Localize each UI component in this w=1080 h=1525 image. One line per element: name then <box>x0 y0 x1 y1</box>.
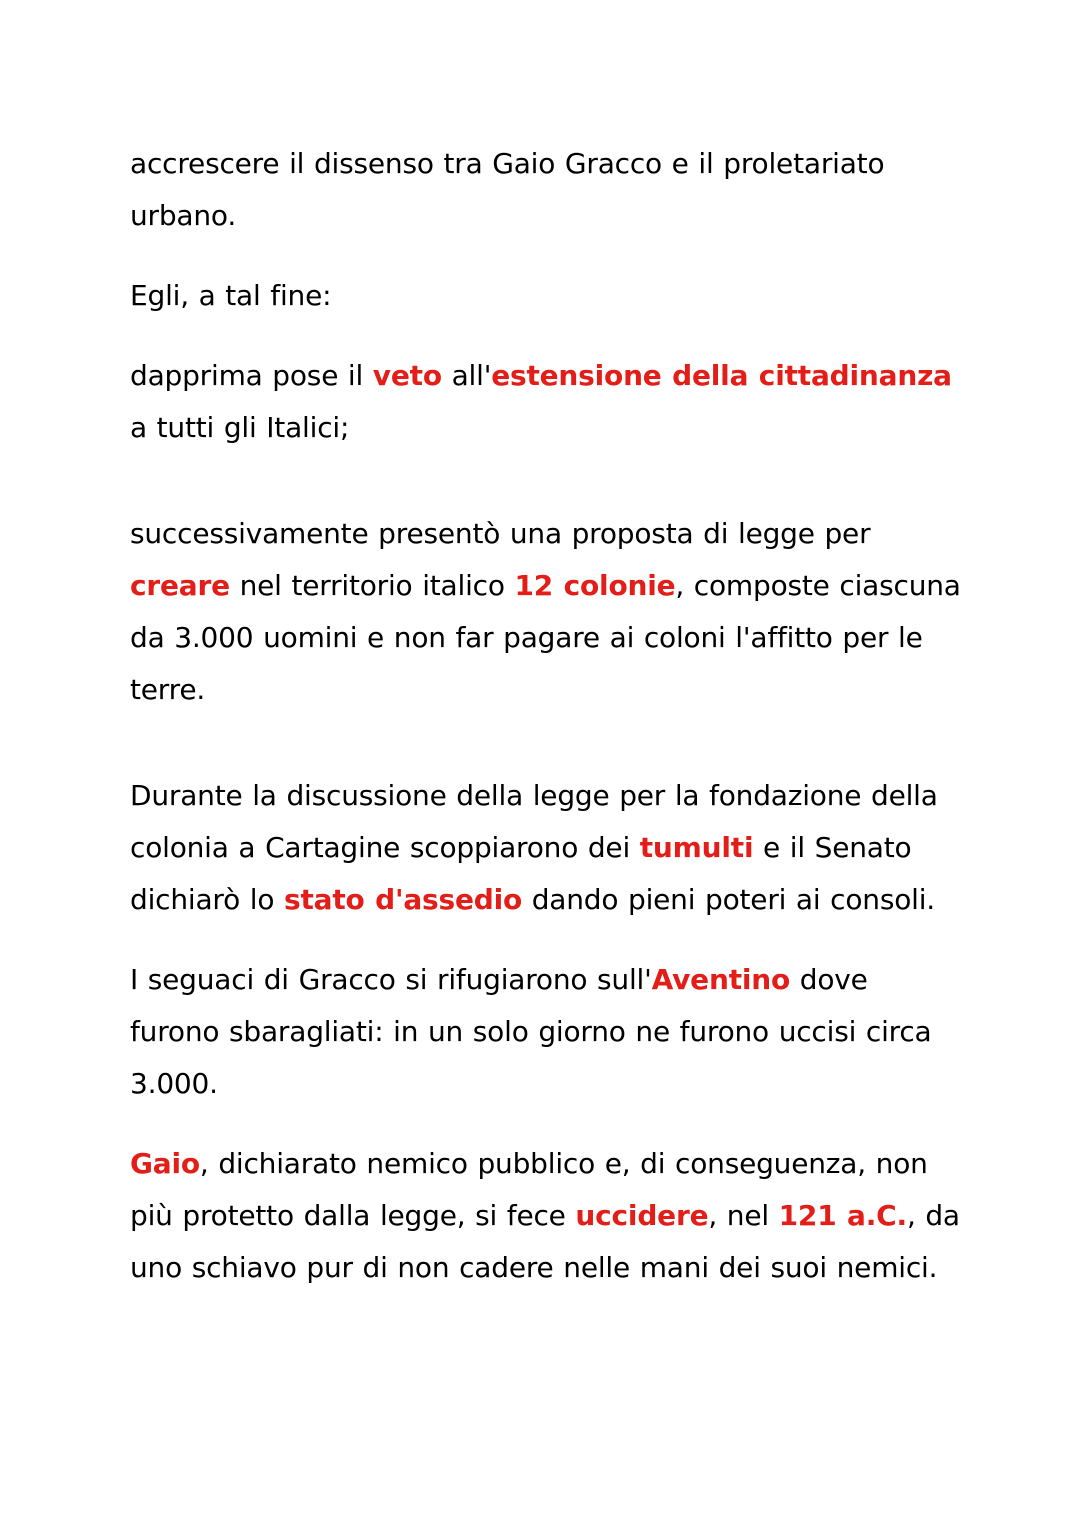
text-segment: nel territorio italico <box>229 569 515 602</box>
text-segment: , composte ciascuna da 3.000 uomini e non far pagare ai coloni l'affitto per le terre. <box>130 569 961 706</box>
paragraph-egli <box>130 270 965 322</box>
highlighted-term-estensione-cittadinanza: estensione della cittadinanza <box>491 359 952 392</box>
text-segment: I seguaci di Gracco si rifugiarono sull' <box>130 963 652 996</box>
highlighted-term-uccidere: uccidere <box>575 1199 709 1232</box>
text-segment: accrescere il dissenso tra Gaio Gracco e il proletariato urbano. <box>130 147 885 232</box>
paragraph-tumulti <box>130 770 965 926</box>
highlighted-term-creare: creare <box>130 569 230 602</box>
text-segment: e il Senato dichiarò lo <box>130 831 912 916</box>
text-segment: successivamente presentò una proposta di legge per <box>130 517 871 550</box>
text-segment: a tutti gli Italici; <box>130 411 350 444</box>
text-segment: dando pieni poteri ai consoli. <box>522 883 935 916</box>
text-segment: dove furono sbaragliati: in un solo giorno ne furono uccisi circa 3.000. <box>130 963 932 1100</box>
text-segment: , dichiarato nemico pubblico e, di conseguenza, non più protetto dalla legge, si fece <box>130 1147 928 1232</box>
paragraph-veto <box>130 350 965 454</box>
highlighted-term-121-ac: 121 a.C. <box>778 1199 907 1232</box>
highlighted-term-tumulti: tumulti <box>639 831 754 864</box>
text-segment: Egli, a tal fine: <box>130 279 332 312</box>
highlighted-term-stato-assedio: stato d'assedio <box>283 883 523 916</box>
paragraph-intro <box>130 138 965 242</box>
text-segment: all' <box>441 359 492 392</box>
highlighted-term-gaio: Gaio <box>130 1147 200 1180</box>
highlighted-term-12-colonie: 12 colonie <box>514 569 676 602</box>
document-body <box>130 138 965 1294</box>
text-segment: , da uno schiavo pur di non cadere nelle mani dei suoi nemici. <box>130 1199 960 1284</box>
paragraph-aventino <box>130 954 965 1110</box>
paragraph-gaio-morte <box>130 1138 965 1294</box>
text-segment: Durante la discussione della legge per la fondazione della colonia a Cartagine scoppiarono dei <box>130 779 938 864</box>
highlighted-term-veto: veto <box>372 359 442 392</box>
text-segment: dapprima pose il <box>130 359 373 392</box>
highlighted-term-aventino: Aventino <box>651 963 791 996</box>
text-segment: , nel <box>708 1199 779 1232</box>
paragraph-colonie <box>130 508 965 716</box>
